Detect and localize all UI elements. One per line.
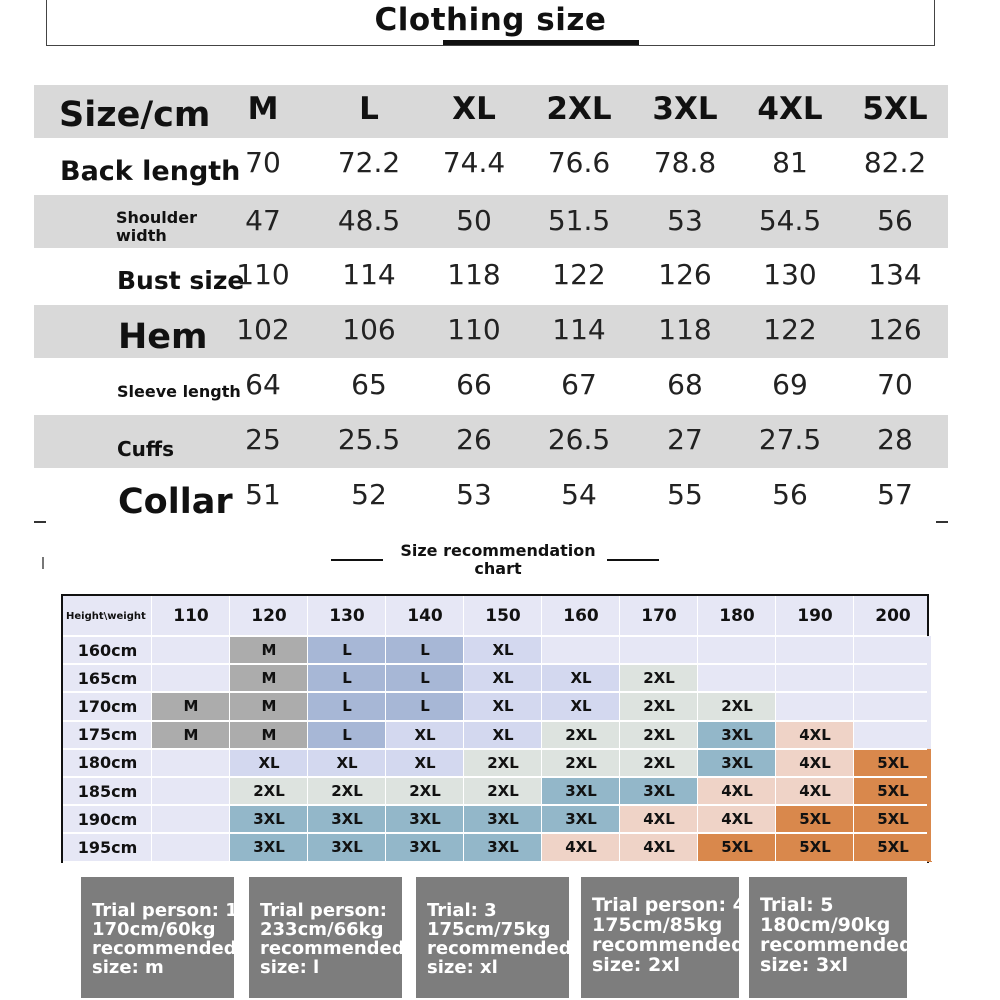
trial-box (81, 877, 238, 998)
weight-header: 180 (719, 606, 755, 626)
size-recommendation-cell (542, 636, 620, 664)
grid-line (63, 804, 927, 806)
size-value: 53 (667, 204, 703, 237)
size-value: 102 (236, 313, 290, 346)
size-header-row (34, 85, 948, 138)
size-recommendation-cell: 3XL (230, 805, 308, 833)
size-recommendation-cell: 5XL (854, 833, 932, 861)
size-value: 126 (658, 258, 712, 291)
divider-tick (42, 557, 44, 569)
trial-line: 233cm/66kg (260, 919, 384, 940)
trial-line: Trial person: 4 (592, 894, 746, 916)
grid-line (931, 596, 932, 861)
size-recommendation-cell: 2XL (542, 749, 620, 777)
size-value: 114 (552, 313, 606, 346)
size-recommendation-cell: 2XL (698, 692, 776, 720)
height-label: 170cm (77, 696, 138, 716)
size-recommendation-cell: 3XL (386, 833, 464, 861)
size-value: 81 (772, 146, 808, 179)
size-recommendation-cell: 2XL (464, 749, 542, 777)
size-recommendation-cell: M (152, 692, 230, 720)
weight-header: 190 (797, 606, 833, 626)
size-recommendation-cell: 5XL (854, 777, 932, 805)
size-recommendation-cell: M (230, 721, 308, 749)
size-row-label: width (116, 226, 167, 245)
size-recommendation-cell: L (386, 636, 464, 664)
weight-header: 140 (407, 606, 443, 626)
size-recommendation-cell (620, 636, 698, 664)
size-value: 56 (772, 478, 808, 511)
size-recommendation-cell: XL (386, 721, 464, 749)
size-value: 53 (456, 478, 492, 511)
size-recommendation-cell: M (230, 692, 308, 720)
size-row-label: Back length (60, 156, 241, 187)
size-value: 130 (763, 258, 817, 291)
size-recommendation-cell: 5XL (698, 833, 776, 861)
size-value: 56 (877, 204, 913, 237)
size-recommendation-cell: M (230, 636, 308, 664)
recommendation-grid (61, 594, 929, 863)
size-recommendation-cell: 3XL (308, 805, 386, 833)
size-value: 126 (868, 313, 922, 346)
grid-line (63, 691, 927, 693)
size-recommendation-cell: L (308, 721, 386, 749)
size-value: 72.2 (337, 146, 401, 179)
trial-line: 175cm/85kg (592, 914, 723, 936)
size-value: 26.5 (547, 423, 611, 456)
divider-dash (936, 521, 948, 523)
size-recommendation-cell: XL (464, 636, 542, 664)
size-recommendation-cell: M (152, 721, 230, 749)
grid-line (63, 861, 927, 863)
trial-box (416, 877, 572, 998)
size-value: 118 (447, 258, 501, 291)
size-recommendation-cell (776, 664, 854, 692)
heading-rule-left (331, 559, 383, 561)
weight-header: 120 (251, 606, 287, 626)
grid-line (63, 720, 927, 722)
trial-box (749, 877, 913, 998)
size-recommendation-cell: 2XL (620, 749, 698, 777)
weight-header: 200 (875, 606, 911, 626)
size-recommendation-cell: L (308, 692, 386, 720)
size-recommendation-cell: 4XL (698, 777, 776, 805)
grid-line (63, 776, 927, 778)
weight-header: 150 (485, 606, 521, 626)
size-value: 47 (245, 204, 281, 237)
size-recommendation-cell (152, 636, 230, 664)
size-recommendation-cell: XL (230, 749, 308, 777)
size-value: 26 (456, 423, 492, 456)
size-recommendation-cell: 2XL (620, 664, 698, 692)
size-recommendation-cell: 3XL (698, 749, 776, 777)
heading-rule-right (607, 559, 659, 561)
size-recommendation-cell: 4XL (542, 833, 620, 861)
size-value: 106 (342, 313, 396, 346)
size-recommendation-cell: M (230, 664, 308, 692)
trial-line: size: 3xl (760, 954, 848, 976)
grid-line (63, 663, 927, 665)
size-header-cell: 3XL (652, 91, 718, 127)
size-recommendation-cell (152, 777, 230, 805)
size-recommendation-cell: 3XL (308, 833, 386, 861)
size-recommendation-cell: L (308, 664, 386, 692)
height-label: 160cm (77, 640, 138, 660)
size-recommendation-cell: 5XL (776, 833, 854, 861)
weight-header: 170 (641, 606, 677, 626)
size-value: 110 (447, 313, 501, 346)
size-header-cell: L (359, 91, 379, 127)
size-recommendation-cell (152, 805, 230, 833)
size-header-cell: 5XL (862, 91, 928, 127)
divider-dash (34, 521, 46, 523)
size-value: 65 (351, 368, 387, 401)
size-recommendation-cell (854, 721, 932, 749)
size-value: 114 (342, 258, 396, 291)
weight-header: 160 (563, 606, 599, 626)
size-row-label: Hem (118, 317, 208, 357)
size-value: 28 (877, 423, 913, 456)
size-recommendation-cell: 2XL (230, 777, 308, 805)
size-header-label: Size/cm (59, 95, 211, 135)
title-underline (443, 40, 639, 45)
size-recommendation-cell: L (308, 636, 386, 664)
size-row-label: Cuffs (117, 437, 175, 461)
trial-box (249, 877, 405, 998)
trial-line: 180cm/90kg (760, 914, 891, 936)
size-row-label: Sleeve length (117, 382, 241, 401)
trial-line: recommended (592, 934, 745, 956)
size-recommendation-cell (776, 636, 854, 664)
trial-line: recommended (760, 934, 913, 956)
size-value: 25.5 (337, 423, 401, 456)
size-recommendation-cell: 5XL (854, 805, 932, 833)
size-value: 74.4 (442, 146, 506, 179)
size-recommendation-cell: 2XL (542, 721, 620, 749)
size-recommendation-cell: 4XL (620, 833, 698, 861)
height-label: 175cm (77, 725, 138, 745)
trial-line: Trial person: 1 (92, 900, 238, 921)
size-value: 69 (772, 368, 808, 401)
size-value: 25 (245, 423, 281, 456)
size-recommendation-cell: 3XL (230, 833, 308, 861)
size-value: 57 (877, 478, 913, 511)
size-value: 52 (351, 478, 387, 511)
size-recommendation-cell (152, 833, 230, 861)
size-value: 78.8 (653, 146, 717, 179)
trial-line: Trial: 5 (760, 894, 834, 916)
trial-line: recommended (260, 938, 405, 959)
size-recommendation-cell: 2XL (620, 692, 698, 720)
size-value: 54.5 (758, 204, 822, 237)
size-recommendation-cell: XL (464, 692, 542, 720)
size-value: 27.5 (758, 423, 822, 456)
size-recommendation-cell: XL (464, 721, 542, 749)
height-label: 185cm (77, 781, 138, 801)
size-value: 54 (561, 478, 597, 511)
size-value: 76.6 (547, 146, 611, 179)
size-row-shoulder-width (34, 195, 948, 248)
size-recommendation-cell: 3XL (464, 805, 542, 833)
size-value: 134 (868, 258, 922, 291)
size-recommendation-cell: 2XL (386, 777, 464, 805)
size-header-cell: 2XL (546, 91, 612, 127)
size-recommendation-cell: 3XL (464, 833, 542, 861)
trial-line: size: m (92, 957, 164, 978)
size-recommendation-cell: 3XL (698, 721, 776, 749)
recommendation-heading-line: Size recommendation (400, 541, 596, 560)
grid-line (63, 635, 927, 637)
size-value: 64 (245, 368, 281, 401)
size-recommendation-cell: 4XL (776, 749, 854, 777)
trial-line: recommended (92, 938, 237, 959)
size-recommendation-cell: 3XL (386, 805, 464, 833)
title-box (46, 0, 935, 46)
size-row-sleeve-length (34, 360, 948, 413)
size-value: 82.2 (863, 146, 927, 179)
size-recommendation-cell: XL (542, 692, 620, 720)
size-recommendation-cell (854, 692, 932, 720)
size-recommendation-cell (698, 664, 776, 692)
recommendation-heading (395, 542, 601, 578)
size-recommendation-cell: 5XL (776, 805, 854, 833)
size-value: 110 (236, 258, 290, 291)
size-recommendation-cell: 3XL (542, 777, 620, 805)
size-recommendation-cell: XL (542, 664, 620, 692)
size-recommendation-cell (152, 749, 230, 777)
size-recommendation-cell (776, 692, 854, 720)
size-recommendation-cell: 4XL (776, 777, 854, 805)
size-recommendation-cell (152, 664, 230, 692)
size-recommendation-cell: XL (386, 749, 464, 777)
grid-line (63, 748, 927, 750)
size-row-label: Bust size (117, 266, 245, 295)
size-recommendation-cell: 4XL (698, 805, 776, 833)
size-header-cell: 4XL (757, 91, 823, 127)
size-row-bust-size (34, 250, 948, 303)
height-label: 180cm (77, 753, 138, 773)
size-row-label: Shoulder (116, 208, 197, 227)
weight-header: 130 (329, 606, 365, 626)
recommendation-heading-line: chart (474, 559, 522, 578)
grid-line (63, 832, 927, 834)
size-value: 68 (667, 368, 703, 401)
size-recommendation-cell: 2XL (620, 721, 698, 749)
height-label: 195cm (77, 837, 138, 857)
size-row-collar (34, 470, 948, 523)
trial-line: Trial person: (260, 900, 387, 921)
size-recommendation-cell: 5XL (854, 749, 932, 777)
size-recommendation-cell: L (386, 692, 464, 720)
size-row-hem (34, 305, 948, 358)
trial-line: recommended (427, 938, 572, 959)
size-row-back-length (34, 140, 948, 193)
trial-box (581, 877, 746, 998)
trial-line: size: 2xl (592, 954, 680, 976)
size-value: 51.5 (547, 204, 611, 237)
size-recommendation-cell: L (386, 664, 464, 692)
size-value: 70 (877, 368, 913, 401)
size-value: 122 (552, 258, 606, 291)
size-recommendation-cell: XL (464, 664, 542, 692)
size-recommendation-cell (854, 636, 932, 664)
size-row-label: Collar (118, 482, 233, 522)
size-recommendation-cell: 2XL (308, 777, 386, 805)
size-recommendation-cell: 4XL (620, 805, 698, 833)
trial-line: 170cm/60kg (92, 919, 216, 940)
size-value: 118 (658, 313, 712, 346)
size-row-cuffs (34, 415, 948, 468)
size-recommendation-cell: 2XL (464, 777, 542, 805)
size-value: 27 (667, 423, 703, 456)
size-header-cell: XL (452, 91, 496, 127)
trial-line: Trial: 3 (427, 900, 497, 921)
page-title: Clothing size (374, 2, 607, 38)
size-value: 55 (667, 478, 703, 511)
trial-line: size: l (260, 957, 320, 978)
height-label: 190cm (77, 809, 138, 829)
size-recommendation-cell: 3XL (542, 805, 620, 833)
size-recommendation-cell (854, 664, 932, 692)
trial-line: size: xl (427, 957, 498, 978)
corner-label: Height\weight (66, 610, 146, 622)
size-value: 66 (456, 368, 492, 401)
height-label: 165cm (77, 668, 138, 688)
size-value: 51 (245, 478, 281, 511)
size-value: 67 (561, 368, 597, 401)
size-recommendation-cell (698, 636, 776, 664)
size-recommendation-cell: 3XL (620, 777, 698, 805)
size-header-cell: M (247, 91, 279, 127)
weight-header: 110 (173, 606, 209, 626)
size-value: 50 (456, 204, 492, 237)
trial-line: 175cm/75kg (427, 919, 551, 940)
size-value: 48.5 (337, 204, 401, 237)
size-value: 70 (245, 146, 281, 179)
size-recommendation-cell: 4XL (776, 721, 854, 749)
size-recommendation-cell: XL (308, 749, 386, 777)
size-value: 122 (763, 313, 817, 346)
